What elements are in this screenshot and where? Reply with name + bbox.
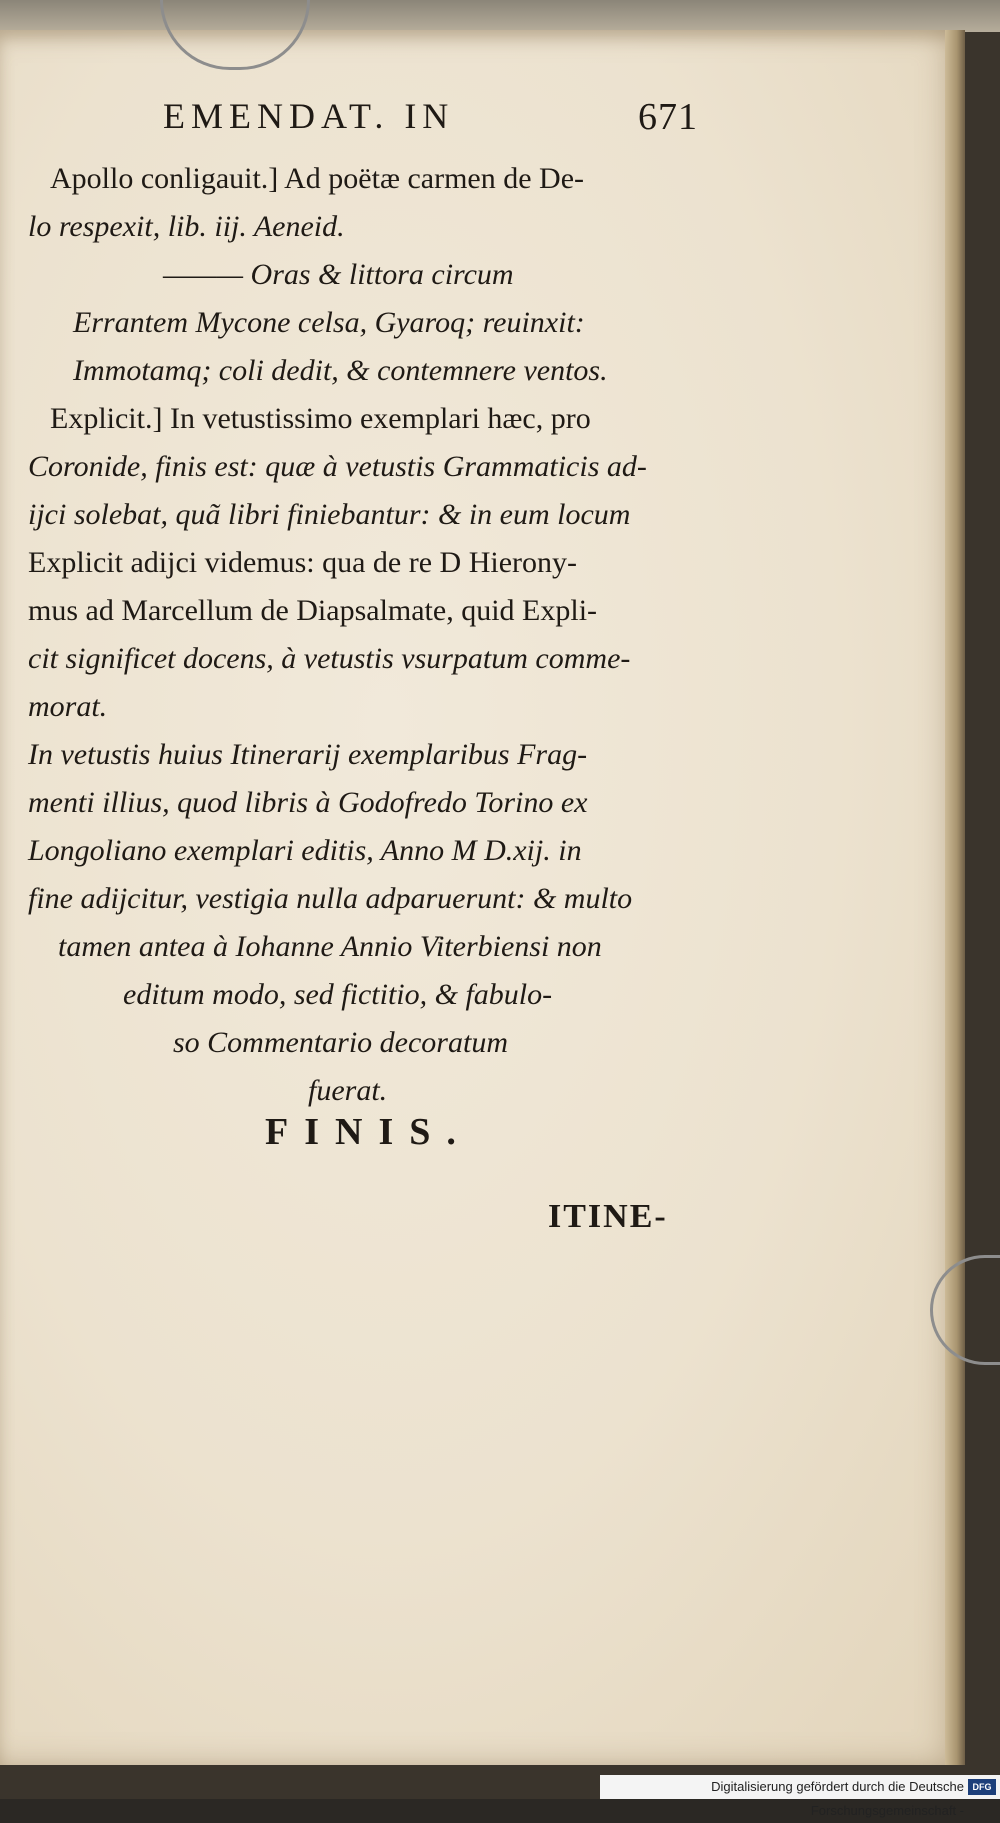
dfg-logo-icon: DFG [968, 1779, 996, 1795]
page-number: 671 [638, 96, 698, 138]
text-line: Explicit adijci videmus: qua de re D Hierony- [28, 546, 578, 579]
running-head [28, 95, 698, 155]
text-line: editum modo, sed fictitio, & fabulo- [123, 978, 553, 1011]
page-binding-edge [945, 30, 965, 1765]
text-line: Errantem Mycone celsa, Gyaroq; reuinxit: [73, 306, 585, 339]
text-line: Longoliano exemplari editis, Anno M D.xij. in [28, 834, 582, 867]
text-line: fuerat. [308, 1074, 388, 1107]
digitization-footer [600, 1775, 1000, 1818]
text-lines [28, 155, 698, 1115]
text-line: morat. [28, 690, 108, 723]
footer-credit: Digitalisierung gefördert durch die Deutsche Forschungsgemeinschaft - [711, 1779, 964, 1818]
text-line: Apollo conligauit.] Ad poëtæ carmen de De- [50, 162, 585, 195]
text-line: fine adijcitur, vestigia nulla adparuerunt: & multo [28, 882, 633, 915]
text-line: Immotamq; coli dedit, & contemnere ventos. [73, 354, 608, 387]
text-line: mus ad Marcellum de Diapsalmate, quid Expli- [28, 594, 598, 627]
page-text-block [28, 95, 698, 1115]
running-head-title: EMENDAT. IN [163, 96, 455, 136]
text-line: ijci solebat, quã libri finiebantur: & in eum locum [28, 498, 631, 531]
page-top-edge [0, 0, 1000, 32]
text-line: Coronide, finis est: quæ à vetustis Grammaticis ad- [28, 450, 647, 483]
catchword: ITINE- [548, 1198, 668, 1235]
text-line: ——— Oras & littora circum [163, 258, 514, 291]
text-line: In vetustis huius Itinerarij exemplaribus Frag- [28, 738, 588, 771]
text-line: so Commentario decoratum [173, 1026, 508, 1059]
text-line: Explicit.] In vetustissimo exemplari hæc, pro [50, 402, 591, 435]
text-line: tamen antea à Iohanne Annio Viterbiensi non [58, 930, 602, 963]
text-line: lo respexit, lib. iij. Aeneid. [28, 210, 345, 243]
finis-heading: FINIS. [265, 1111, 472, 1153]
text-line: cit significet docens, à vetustis vsurpatum comme- [28, 642, 631, 675]
text-line: menti illius, quod libris à Godofredo Torino ex [28, 786, 588, 819]
